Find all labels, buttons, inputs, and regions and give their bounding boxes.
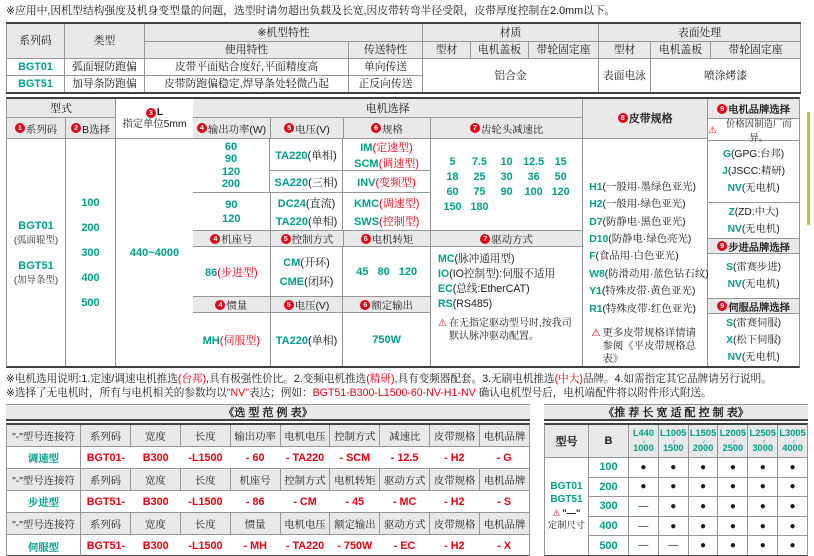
power-value: 60 — [224, 141, 238, 154]
ratio-value: 90 — [500, 186, 513, 198]
fit-cell: ● — [748, 497, 778, 516]
example-value-cell: BGT01- — [86, 451, 126, 464]
circle-number: 6 — [360, 300, 370, 310]
torque-value: 120 — [398, 265, 418, 278]
fit-cell: ● — [789, 461, 796, 473]
fit-cell: ● — [689, 536, 719, 555]
example-header-cell: 长度 — [181, 425, 231, 446]
type-label: 调速型 — [7, 447, 81, 468]
ratio-value: 50 — [554, 171, 567, 183]
example-value-cell: - H2 — [444, 451, 465, 464]
spec-header: 6 规格 — [344, 118, 431, 138]
circle-number: 8 — [618, 113, 628, 123]
ratio-header: 7 齿轮头减速比 — [431, 118, 582, 138]
fit-cell: ● — [718, 497, 748, 516]
ratio-value: 120 — [551, 186, 570, 198]
fit-cell: ● — [789, 500, 796, 512]
selection-table — [6, 97, 800, 368]
torque-value: 80 — [377, 265, 390, 278]
example-header-cell: 长度 — [181, 469, 231, 490]
example-value-cell: - MC — [392, 495, 417, 508]
brand-item: NV(无电机) — [727, 351, 780, 363]
drive-value: RS(RS485) — [438, 298, 493, 310]
connector-label: "-"型号连接符 — [7, 513, 81, 534]
ratio-value: 15 — [554, 156, 567, 168]
power-header: 4 输出功率(W) — [193, 118, 271, 138]
example-header-cell: 电机电压 — [281, 425, 331, 446]
ratio-value: 30 — [500, 171, 513, 183]
example-value-row — [7, 491, 529, 513]
ratio-value: 36 — [527, 171, 540, 183]
drive-value: EC(总线:EtherCAT) — [438, 283, 530, 295]
motor-select-header: 电机选择 — [193, 99, 582, 118]
series-item: BGT01 (弧面辊型) — [13, 219, 59, 246]
brand-select-header: 9 电机品牌选择 — [708, 99, 799, 119]
example-header-cell: 减速比 — [380, 425, 430, 446]
spec-material-value: 铝合金 — [423, 58, 599, 93]
example-header-cell: 控制方式 — [330, 425, 380, 446]
frame-cell: 86(步进型) — [193, 247, 271, 296]
example-header-cell: 输出功率 — [231, 425, 281, 446]
fit-row: 300 — ● ● ● ● ● — [589, 497, 807, 517]
example-header-cell: 电机品牌 — [480, 513, 529, 534]
stepper-subheaders — [193, 231, 582, 247]
example-value-cell: -L1500 — [188, 540, 223, 552]
belt-item: Y1(特殊皮带·黄色亚光) — [589, 286, 696, 298]
spec-series-bgt51: BGT51 — [7, 75, 65, 93]
drive-mode-cell — [431, 247, 582, 366]
ac-voltage-1: TA220(单相) — [270, 139, 343, 170]
spec-h-type: 类型 — [65, 23, 145, 58]
example-value-cell: - MH — [243, 540, 267, 552]
circle-number: 4 — [215, 300, 225, 310]
fit-cell: ● — [689, 458, 719, 477]
ratio-value: 25 — [473, 171, 486, 183]
example-header-row — [7, 469, 529, 491]
spec-h-transfer: 传送特性 — [349, 41, 423, 58]
length-range-cell: 440~4000 — [129, 246, 180, 259]
brand-item: S(雷赛步进) — [726, 262, 782, 273]
bottom-tables — [6, 404, 808, 556]
belt-item: D10(防静电·绿色亮光) — [589, 233, 692, 245]
brand-item: Z(ZD:中大) — [728, 206, 779, 218]
example-value-cell: - X — [497, 540, 512, 552]
example-header-cell: 长度 — [181, 513, 231, 534]
fit-cell: ● — [689, 497, 719, 516]
b-value: 300 — [81, 246, 100, 259]
ratio-value: 60 — [446, 186, 459, 198]
spec-h-pulley: 带轮固定座 — [529, 41, 599, 58]
inertia-cell: MH(伺服型) — [193, 313, 271, 366]
page-edge-marker — [807, 112, 810, 225]
spec-type-bgt01: 弧面辊防跑偏 — [65, 58, 145, 75]
fit-cell: ● — [748, 536, 778, 555]
servo-voltage-cell: TA220(单相) — [271, 313, 344, 366]
circle-number: 6 — [371, 123, 381, 133]
motor-subheaders — [193, 118, 582, 139]
example-value-row — [7, 447, 529, 469]
example-value-row — [7, 535, 529, 556]
example-value-cell: - TA220 — [285, 451, 325, 464]
b-value: 100 — [81, 196, 100, 209]
spec-h-cover: 电机盖板 — [471, 41, 529, 58]
frame-header: 4 机座号 — [193, 231, 271, 246]
fit-b-header: B — [589, 425, 629, 457]
circle-number: 7 — [470, 123, 480, 133]
fit-cell: ● — [789, 481, 796, 493]
rated-output-cell: 750W — [372, 333, 402, 346]
fit-cell: ● — [629, 458, 659, 477]
fit-cell: ● — [789, 540, 796, 552]
drive-value: MC(脉冲通用型) — [438, 253, 515, 265]
b-value: 500 — [81, 296, 100, 309]
ratio-value: 100 — [524, 186, 543, 198]
spec-h-use: 使用特性 — [145, 41, 349, 58]
fit-length-header: L1005 ~ 1500 — [659, 425, 689, 457]
belt-spec-header: 8 皮带规格 — [583, 99, 707, 139]
belt-item: H2(一般用·绿色亚光) — [589, 199, 686, 211]
example-header-cell: 系列码 — [81, 425, 131, 446]
fit-table-title: 《推 荐 长 宽 适 配 控 制 表》 — [544, 404, 808, 421]
example-value-cell: - G — [496, 451, 512, 464]
fit-cell: ● — [748, 458, 778, 477]
motor-group — [193, 99, 583, 366]
example-value-cell: - H2 — [444, 540, 465, 552]
spec-h-cover2: 电机盖板 — [651, 41, 711, 58]
connector-label: "-"型号连接符 — [7, 425, 81, 446]
example-header-cell: 惯量 — [231, 513, 281, 534]
fit-table — [544, 423, 808, 556]
drive-header: 7 驱动方式 — [431, 231, 582, 246]
fit-rows — [589, 458, 807, 555]
brand-item: X(松下伺服) — [726, 334, 782, 346]
ac-voltage-2: SA220(三相) — [270, 171, 343, 192]
fit-cell: ● — [718, 478, 748, 497]
warning-icon: ⚠ — [552, 508, 561, 519]
fit-header-row — [545, 425, 807, 458]
circle-number: 5 — [281, 234, 291, 244]
fit-cell: — — [629, 536, 659, 555]
fit-length-header: L3005 ~ 4000 — [778, 425, 807, 457]
spec-transfer-bgt01: 单向传送 — [349, 58, 423, 75]
power-value: 200 — [221, 177, 241, 190]
example-header-cell: 皮带规格 — [430, 513, 480, 534]
circle-number: 3 — [146, 108, 156, 118]
example-value-cell: - 750W — [337, 540, 373, 552]
fit-cell: ● — [748, 478, 778, 497]
belt-note: ⚠ 更多皮带规格详情请参阅《平皮带规格总表》 — [591, 328, 697, 365]
circle-number: 4 — [197, 123, 207, 133]
circle-number: 9 — [717, 104, 727, 114]
example-value-cell: B300 — [142, 540, 169, 552]
ac-power-cell — [193, 139, 270, 192]
fit-row: 200 ● ● ● ● ● ● — [589, 478, 807, 498]
power-value: 120 — [222, 212, 241, 225]
belt-item: R1(特殊皮带·红色亚光) — [589, 303, 696, 315]
control-cell — [271, 247, 344, 296]
torque-header: 6 电机转矩 — [344, 231, 431, 246]
warning-icon: ⚠ — [438, 318, 447, 329]
example-header-cell: 宽度 — [131, 425, 181, 446]
ratio-value: 150 — [443, 201, 462, 213]
circle-number: 6 — [361, 234, 371, 244]
example-value-cell: - 12.5 — [390, 451, 419, 464]
example-header-cell: 电机品牌 — [480, 469, 529, 490]
circle-number: 5 — [284, 300, 294, 310]
example-value-cell: -L1500 — [188, 495, 223, 508]
circle-number: 2 — [71, 123, 81, 133]
example-value-cell: BGT51- — [86, 495, 126, 508]
spec-h-pulley2: 带轮固定座 — [711, 41, 801, 58]
example-header-cell: 控制方式 — [281, 469, 331, 490]
no-motor-note-line: ※选择了无电机时，所有与电机相关的参数均以"NV"表达；例如：BGT51-B300-L1500-60-NV-H1-NV 确认电机型号后，电机端配件将以附件形式附送。 — [6, 387, 712, 399]
type-label: 步进型 — [7, 491, 81, 512]
power-value: 120 — [221, 165, 241, 178]
example-value-cell: - CM — [293, 495, 317, 508]
ratio-value: 75 — [473, 186, 486, 198]
series-header: 1 系列码 — [7, 118, 66, 139]
dc-voltage-cell — [271, 193, 344, 230]
series-cell — [7, 139, 66, 366]
example-header-cell: 驱动方式 — [380, 513, 430, 534]
circle-number: 1 — [15, 123, 25, 133]
belt-item: H1(一般用·墨绿色亚光) — [589, 181, 696, 193]
fit-cell: ● — [659, 478, 689, 497]
warning-icon: ⚠ — [591, 328, 601, 339]
fit-cell: ● — [789, 520, 796, 532]
fit-cell: ● — [748, 517, 778, 536]
example-table — [6, 423, 530, 556]
stepper-brand-group — [708, 254, 799, 299]
style-header: 型式 — [7, 99, 116, 118]
control-value: CME(闭环) — [279, 276, 334, 288]
ac-spec-1 — [343, 139, 430, 170]
fit-cell: ● — [689, 478, 719, 497]
b-value: 200 — [81, 221, 100, 234]
ac-motor-block — [193, 139, 582, 231]
application-note: ※应用中,因机型结构强度及机身变型量的问题，选型时请勿超出负载及长宽,因皮带转弯半径受限，皮带厚度控制在2.0mm以下。 — [6, 5, 616, 17]
example-value-cell: BGT51- — [86, 540, 126, 552]
fit-cell: ● — [718, 458, 748, 477]
selection-notes — [6, 372, 808, 400]
example-header-cell: 系列码 — [81, 469, 131, 490]
voltage-value: TA220(单相) — [275, 215, 338, 228]
spec-type-bgt51: 加导条防跑偏 — [65, 75, 145, 93]
example-value-cell: B300 — [142, 451, 169, 464]
example-value-cell: B300 — [142, 495, 169, 508]
circle-number: 7 — [480, 234, 490, 244]
spec-use-bgt51: 皮带防跑偏稳定,焊导条处轻微凸起 — [145, 75, 349, 93]
spec-h-surface: 表面处理 — [599, 23, 801, 41]
ratio-value: 12.5 — [523, 156, 545, 168]
example-value-cell: - TA220 — [285, 540, 325, 552]
fit-cell: ● — [718, 517, 748, 536]
example-header-cell: 皮带规格 — [430, 425, 480, 446]
length-header: 3 L 指定单位5mm — [116, 99, 193, 139]
stepper-servo-block — [193, 247, 582, 366]
brand-group-1 — [708, 141, 799, 203]
fit-cell: ● — [718, 536, 748, 555]
fit-length-header: L2505 ~ 3000 — [748, 425, 778, 457]
torque-value: 45 — [356, 265, 369, 278]
brand-item: J(JSCC:精研) — [722, 166, 786, 177]
fit-model-header: 型号 — [545, 425, 589, 457]
example-header-cell: 电机电压 — [281, 513, 331, 534]
model-group — [7, 99, 193, 366]
brand-item: NV(无电机) — [727, 279, 780, 290]
fit-length-header: L440 ~ 1000 — [629, 425, 659, 457]
example-header-cell: 系列码 — [81, 513, 131, 534]
example-table-column — [6, 404, 530, 556]
fit-row: 100 ● ● ● ● ● ● — [589, 458, 807, 478]
brand-item: NV(无电机) — [727, 223, 780, 235]
fit-length-header: L2005 ~ 2500 — [718, 425, 748, 457]
example-header-row — [7, 513, 529, 535]
example-header-cell: 宽度 — [131, 469, 181, 490]
example-value-cell: - S — [497, 495, 512, 508]
spec-table — [6, 22, 801, 94]
brand-item: S(雷赛伺服) — [726, 317, 782, 329]
power-value: 90 — [224, 153, 238, 166]
control-header: 5 控制方式 — [271, 231, 344, 246]
spec-h-feature: ※机型特性 — [145, 23, 423, 41]
drive-note: ⚠ 在无指定驱动型号时,按我司默认脉冲驱动配置。 — [438, 318, 572, 342]
brand-group-2 — [708, 203, 799, 239]
spec-h-profile2: 型材 — [599, 41, 651, 58]
example-value-cell: - 45 — [345, 495, 365, 508]
ratio-value: 10 — [500, 156, 513, 168]
circle-number: 9 — [717, 301, 727, 311]
spec-transfer-bgt51: 正反向传送 — [349, 75, 423, 93]
servo-brand-group — [708, 314, 799, 366]
motor-note-line: ※电机选用说明:1.定速/调速电机推选(台邦),具有极强性价比。2.变频电机推选(精研),具有变频器配套。3.无刷电机推选(中大)品牌。4.如需指定其它品牌请另行说明。 — [6, 373, 772, 385]
servo-voltage-header: 5 电压(V) — [271, 297, 344, 312]
example-header-cell: 驱动方式 — [380, 469, 430, 490]
spec-value: SCM(调速型) — [354, 157, 419, 170]
stepper-brand-header: 9 步进品牌选择 — [708, 239, 799, 254]
ratio-value: 18 — [446, 171, 459, 183]
spec-value: KMC(调速型) — [353, 197, 420, 210]
example-value-cell: - 60 — [245, 451, 265, 464]
dc-spec-cell — [343, 193, 430, 230]
circle-number: 5 — [284, 123, 294, 133]
example-value-cell: -L1500 — [188, 451, 223, 464]
fit-row: 500 — — ● ● ● ● — [589, 536, 807, 555]
fit-cell: ● — [659, 497, 689, 516]
example-value-cell: - H2 — [444, 495, 465, 508]
spec-value: IM(定速型) — [360, 141, 413, 154]
example-value-cell: - EC — [393, 540, 416, 552]
ratio-value: 7.5 — [472, 156, 488, 168]
gear-ratio-cell — [431, 139, 582, 230]
brand-item: G(GPG:台邦) — [722, 149, 785, 160]
dc-power-cell — [193, 193, 271, 230]
example-header-cell: 电机转矩 — [330, 469, 380, 490]
brand-price-note: ⚠ 价格因制造厂而异。 — [708, 119, 799, 141]
example-header-cell: 机座号 — [231, 469, 281, 490]
example-header-cell: 皮带规格 — [430, 469, 480, 490]
example-table-title: 《选 型 范 例 表》 — [6, 404, 530, 421]
power-value: 90 — [225, 198, 238, 211]
fit-table-column — [544, 404, 808, 556]
belt-group — [583, 99, 708, 366]
fit-cell: ● — [629, 478, 659, 497]
belt-item: F(食品用·白色亚光) — [589, 251, 679, 263]
ratio-value: 5 — [449, 156, 456, 168]
connector-label: "-"型号连接符 — [7, 469, 81, 490]
spec-use-bgt01: 皮带平面贴合度好,平面精度高 — [145, 58, 349, 75]
voltage-header: 5 电压(V) — [271, 118, 344, 138]
torque-cell — [343, 247, 430, 296]
b-values-cell — [66, 139, 116, 366]
control-value: CM(开环) — [283, 257, 330, 269]
example-header-cell: 宽度 — [131, 513, 181, 534]
fit-length-header: L1505 ~ 2000 — [689, 425, 719, 457]
servo-brand-header: 9 伺服品牌选择 — [708, 299, 799, 314]
spec-surface-profile-value: 表面电泳 — [599, 58, 651, 93]
brand-item: NV(无电机) — [727, 183, 780, 194]
example-value-cell: - 86 — [245, 495, 265, 508]
fit-cell: ● — [659, 517, 689, 536]
example-value-cell: - SCM — [339, 451, 371, 464]
spec-surface-paint-value: 喷涂烤漆 — [651, 58, 801, 93]
example-header-cell: 电机品牌 — [480, 425, 529, 446]
series-item: BGT51 (加导条型) — [13, 259, 59, 286]
belt-list-cell — [583, 139, 707, 366]
fit-cell: ● — [659, 458, 689, 477]
circle-number: 9 — [717, 241, 727, 251]
spec-value: SWS(控制型) — [353, 215, 420, 228]
spec-h-series: 系列码 — [7, 23, 65, 58]
rated-output-header: 6 额定输出 — [343, 297, 430, 312]
spec-series-bgt01: BGT01 — [7, 58, 65, 75]
b-value: 400 — [81, 271, 100, 284]
ac-spec-2: INV(变频型) — [357, 176, 416, 189]
fit-cell: ● — [689, 517, 719, 536]
fit-model-cell: BGT01 BGT51 ⚠ "—" 定制尺寸 — [545, 458, 589, 555]
example-header-cell: 额定输出 — [330, 513, 380, 534]
belt-item: D7(防静电·黑色亚光) — [589, 216, 686, 228]
warning-icon: ⚠ — [708, 123, 717, 135]
ratio-value: 180 — [470, 201, 489, 213]
circle-number: 4 — [210, 234, 220, 244]
fit-row: 400 — ● ● ● ● ● — [589, 517, 807, 537]
drive-value: IO(IO控制型):伺服不适用 — [438, 268, 556, 280]
spec-h-profile: 型材 — [423, 41, 471, 58]
spec-h-material: 材质 — [423, 23, 599, 41]
voltage-value: DC24(直流) — [277, 197, 336, 210]
belt-item: W8(防滑动用·蓝色钻石纹) — [589, 268, 709, 280]
fit-cell: — — [659, 536, 689, 555]
fit-cell: — — [629, 517, 659, 536]
inertia-header: 4 惯量 — [193, 297, 271, 312]
fit-cell: — — [629, 497, 659, 516]
brand-group — [708, 99, 799, 366]
example-header-row — [7, 425, 529, 447]
b-select-header: 2 B选择 — [66, 118, 116, 139]
type-label: 伺服型 — [7, 535, 81, 556]
